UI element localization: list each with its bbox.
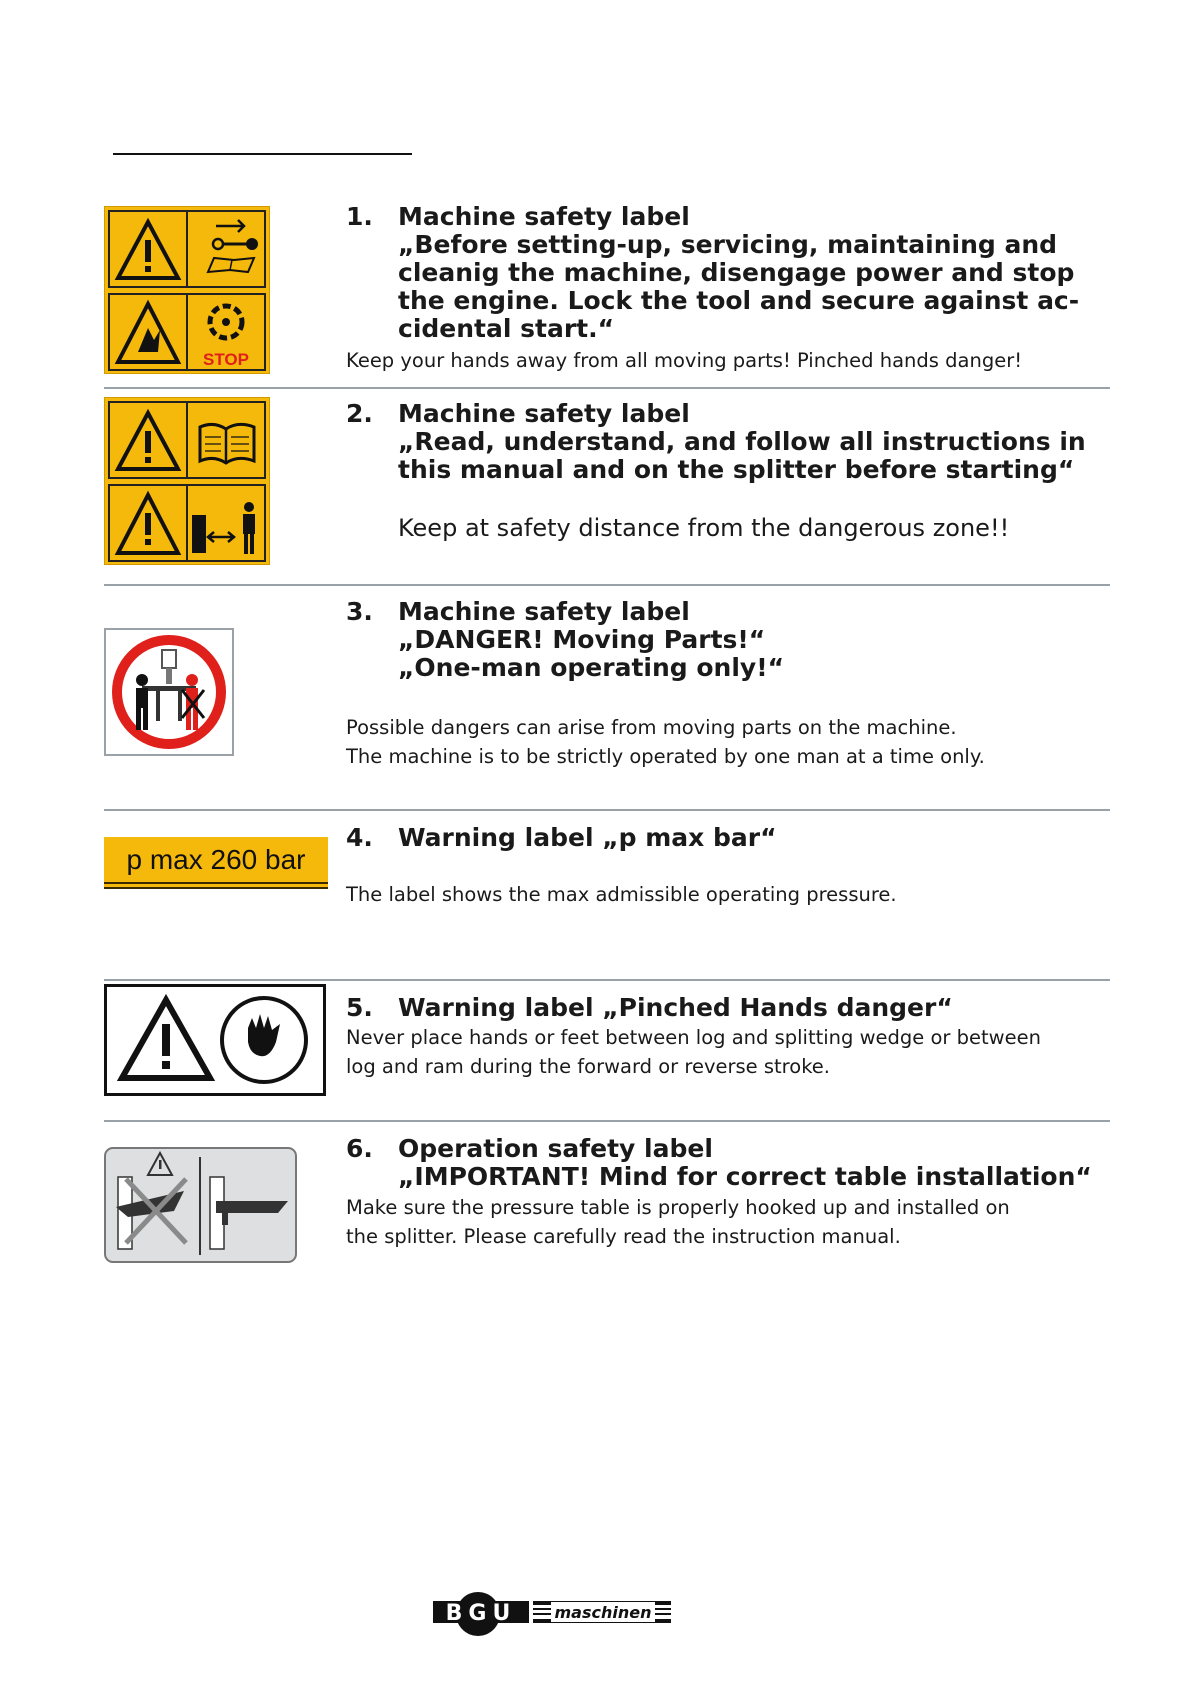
item-6-heading [398,1135,1092,1191]
heading-line: „DANGER! Moving Parts!“ [398,625,766,654]
body-line: The label shows the max admissible operating pressure. [346,883,897,906]
heading-line: Warning label „Pinched Hands danger“ [398,993,953,1022]
section-separator [104,979,1110,981]
item-2-body [398,514,1009,542]
heading-line: Warning label „p max bar“ [398,823,777,852]
item-5-body [346,1023,1041,1081]
item-6-body [346,1193,1010,1251]
item-4-body [346,880,897,909]
heading-line: cleanig the machine, disengage power and stop [398,258,1075,287]
heading-line: Operation safety label [398,1134,713,1163]
top-rule [113,153,412,155]
heading-line: Machine safety label [398,202,690,231]
pressure-warning-label: p max 260 bar [104,837,328,889]
body-line: The machine is to be strictly operated by one man at a time only. [346,745,985,768]
one-man-operating-label [104,628,234,756]
item-4-heading [398,824,777,852]
item-6-number: 6. [346,1134,373,1163]
svg-text:maschinen: maschinen [554,1603,652,1622]
item-4-number: 4. [346,823,373,852]
item-2-heading [398,400,1086,484]
item-1-body [346,346,1022,375]
bgu-maschinen-logo [433,1591,671,1637]
section-separator [104,809,1110,811]
item-2-number: 2. [346,399,373,428]
heading-line: the engine. Lock the tool and secure against ac- [398,286,1080,315]
body-line: Possible dangers can arise from moving parts on the machine. [346,716,957,739]
item-3-number: 3. [346,597,373,626]
item-3-heading [398,598,784,682]
svg-text:BGU: BGU [445,1601,517,1626]
machine-safety-label-1 [104,206,270,374]
stop-text: STOP [203,350,249,369]
item-5-heading [398,994,953,1022]
item-1-heading [398,203,1079,343]
heading-line: Machine safety label [398,597,690,626]
item-5-number: 5. [346,993,373,1022]
body-line: the splitter. Please carefully read the instruction manual. [346,1225,901,1248]
item-1-number: 1. [346,202,373,231]
body-line: Make sure the pressure table is properly hooked up and installed on [346,1196,1010,1219]
section-separator [104,584,1110,586]
heading-line: cidental start.“ [398,314,615,343]
section-separator [104,1120,1110,1122]
heading-line: Machine safety label [398,399,690,428]
heading-line: „One-man operating only!“ [398,653,785,682]
heading-line: „IMPORTANT! Mind for correct table installation“ [398,1162,1092,1191]
heading-line: „Read, understand, and follow all instructions in [398,427,1086,456]
body-line: Never place hands or feet between log and splitting wedge or between [346,1026,1041,1049]
machine-safety-label-2 [104,397,270,565]
heading-line: this manual and on the splitter before starting“ [398,455,1075,484]
body-line: Keep your hands away from all moving parts! Pinched hands danger! [346,349,1023,372]
heading-line: „Before setting-up, servicing, maintaining and [398,230,1058,259]
section-separator [104,387,1110,389]
pinched-hands-label [104,984,326,1096]
table-installation-label [104,1147,297,1263]
item-3-body [346,713,985,771]
body-line: Keep at safety distance from the dangerous zone!! [398,514,1010,542]
body-line: log and ram during the forward or reverse stroke. [346,1055,830,1078]
